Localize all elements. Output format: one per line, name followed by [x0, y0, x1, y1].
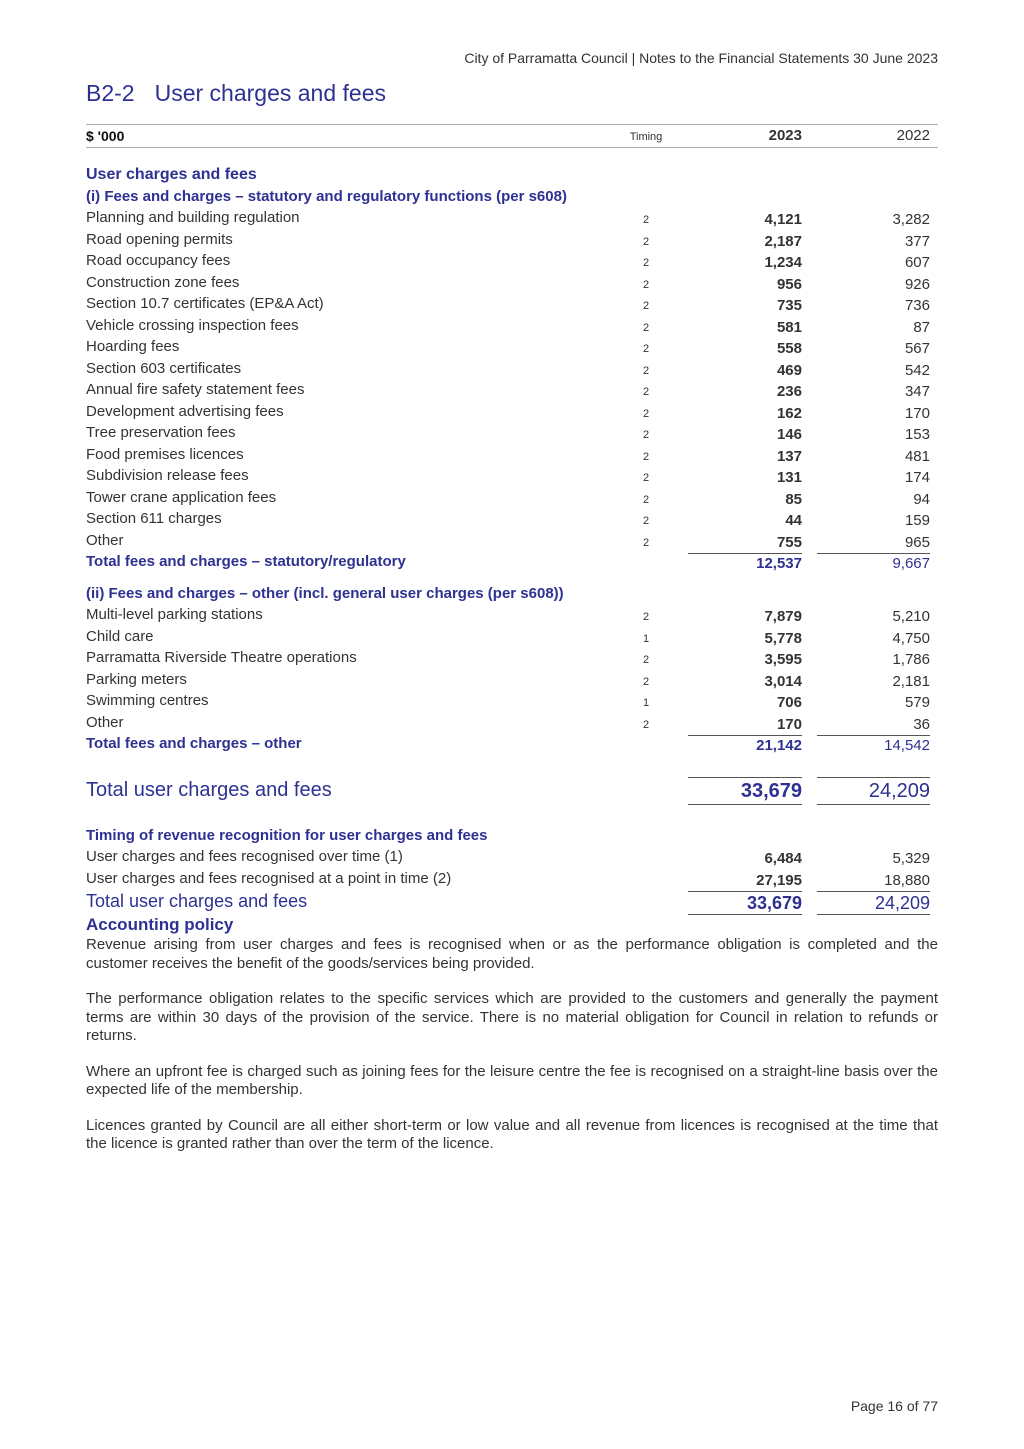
row-timing: 2 [642, 675, 650, 688]
row-timing: 2 [642, 278, 650, 291]
table-row [86, 401, 938, 423]
year-2022-column-header: 2022 [896, 127, 930, 144]
row-value-2022: 736 [904, 297, 930, 314]
table-row [86, 647, 938, 669]
row-timing: 2 [642, 257, 650, 269]
row-label: Section 10.7 certificates (EP&A Act) [86, 295, 324, 312]
row-label: Planning and building regulation [86, 209, 300, 226]
timing-total-2022: 24,209 [817, 891, 930, 915]
statutory-total-label: Total fees and charges – statutory/regulatory [86, 553, 406, 570]
timing-column-header: Timing [629, 131, 663, 143]
row-timing: 2 [642, 235, 650, 248]
section-title-text: User charges and fees [154, 80, 386, 106]
row-value-2023: 4,121 [764, 211, 802, 228]
table-row [86, 336, 938, 358]
row-timing: 2 [642, 300, 650, 312]
row-timing: 2 [642, 429, 650, 441]
row-timing: 1 [642, 697, 650, 709]
row-value-2023: 755 [776, 533, 802, 551]
row-timing: 2 [642, 654, 650, 666]
row-value-2022: 4,750 [892, 629, 930, 647]
row-value-2023: 85 [785, 490, 802, 508]
row-value-2023: 706 [776, 694, 802, 711]
other-total-2023: 21,142 [688, 735, 802, 756]
timing-heading: Timing of revenue recognition for user charges and fees [86, 826, 488, 844]
grand-total-label: Total user charges and fees [86, 778, 332, 801]
page-number: Page 16 of 77 [850, 1398, 938, 1414]
row-value-2023: 956 [776, 275, 802, 293]
row-value-2023: 236 [776, 383, 802, 400]
row-label: Development advertising fees [86, 402, 284, 420]
row-value-2022: 926 [904, 275, 930, 293]
row-label: Road opening permits [86, 230, 233, 248]
table-row [86, 604, 938, 626]
row-value-2023: 6,484 [764, 850, 802, 867]
row-value-2023: 3,014 [764, 672, 802, 690]
row-value-2022: 347 [904, 383, 930, 400]
row-value-2022: 965 [904, 533, 930, 551]
table-row [86, 626, 938, 648]
table-row [86, 293, 938, 315]
row-label: Construction zone fees [86, 273, 240, 291]
row-label: Road occupancy fees [86, 252, 231, 269]
row-timing: 2 [642, 407, 650, 420]
section-number: B2-2 [86, 80, 135, 106]
table-row [86, 444, 938, 466]
row-value-2022: 579 [904, 694, 930, 711]
row-label: Swimming centres [86, 692, 209, 709]
table-row [86, 315, 938, 337]
row-label: Section 603 certificates [86, 359, 242, 377]
row-value-2022: 36 [913, 715, 930, 733]
grand-total-row [86, 775, 938, 805]
other-heading: (ii) Fees and charges – other (incl. general user charges (per s608)) [86, 584, 564, 602]
table-row [86, 229, 938, 251]
document-header: City of Parramatta Council | Notes to the Financial Statements 30 June 2023 [464, 50, 938, 66]
policy-paragraph: The performance obligation relates to the specific services which are provided to the customers and generally the payment terms are within 30 days of the provision of the service. There is no material obligation for Council in relation to refunds or returns. [86, 990, 938, 1044]
row-label: Annual fire safety statement fees [86, 381, 305, 398]
other-total-label: Total fees and charges – other [86, 735, 302, 752]
row-value-2023: 5,778 [764, 629, 802, 647]
timing-total-label: Total user charges and fees [86, 891, 308, 911]
row-value-2022: 3,282 [892, 211, 930, 228]
table-row [86, 272, 938, 294]
row-label: Parramatta Riverside Theatre operations [86, 649, 357, 666]
group-title: User charges and fees [86, 166, 257, 183]
row-timing: 2 [642, 214, 650, 226]
accounting-policy [86, 914, 938, 1171]
statutory-heading-row [86, 186, 938, 208]
statutory-total-2022: 9,667 [817, 553, 930, 574]
row-value-2022: 5,329 [892, 850, 930, 867]
grand-total-2022: 24,209 [817, 777, 930, 805]
row-value-2022: 174 [904, 469, 930, 486]
timing-total-row [86, 889, 938, 915]
row-label: Tower crane application fees [86, 488, 277, 506]
row-timing: 2 [642, 611, 650, 623]
other-total-row [86, 733, 938, 755]
row-value-2022: 2,181 [892, 672, 930, 690]
row-label: Section 611 charges [86, 510, 222, 527]
grand-total-2023: 33,679 [688, 777, 802, 805]
row-timing: 1 [642, 632, 650, 645]
other-rows [86, 604, 938, 733]
row-value-2023: 735 [776, 297, 802, 314]
row-value-2023: 7,879 [764, 608, 802, 625]
statutory-rows [86, 207, 938, 551]
policy-paragraph: Revenue arising from user charges and fees is recognised when or as the performance obligation is completed and the customer receives the benefit of the goods/services being provided. [86, 936, 938, 972]
row-timing: 2 [642, 321, 650, 334]
row-label: Hoarding fees [86, 338, 180, 355]
row-label: Subdivision release fees [86, 467, 249, 484]
row-label: User charges and fees recognised over time (1) [86, 848, 403, 865]
row-label: Vehicle crossing inspection fees [86, 316, 299, 334]
table-row [86, 250, 938, 272]
other-heading-row [86, 583, 938, 605]
policy-paragraph: Licences granted by Council are all either short-term or low value and all revenue from licences is recognised at the time that the licence is granted rather than over the term of the licence. [86, 1116, 938, 1152]
table-row [86, 868, 938, 890]
table-row [86, 487, 938, 509]
year-2023-column-header: 2023 [768, 127, 802, 144]
row-value-2022: 542 [904, 361, 930, 379]
table-row [86, 379, 938, 401]
row-value-2023: 3,595 [764, 651, 802, 668]
row-value-2022: 159 [904, 512, 930, 529]
row-timing: 2 [642, 450, 650, 463]
row-value-2023: 146 [776, 426, 802, 443]
statutory-total-2023: 12,537 [688, 553, 802, 574]
timing-total-2023: 33,679 [688, 891, 802, 915]
row-timing: 2 [642, 718, 650, 731]
row-value-2022: 94 [913, 490, 930, 508]
accounting-policy-title: Accounting policy [86, 915, 234, 934]
row-value-2022: 87 [913, 318, 930, 336]
row-timing: 2 [642, 536, 650, 549]
row-value-2022: 18,880 [884, 871, 930, 889]
row-value-2022: 153 [904, 426, 930, 443]
group-title-row [86, 164, 938, 186]
row-value-2022: 377 [904, 232, 930, 250]
table-header-row [86, 124, 938, 148]
row-value-2022: 481 [904, 447, 930, 465]
row-label: Other [86, 713, 124, 731]
table-row [86, 669, 938, 691]
table-row [86, 530, 938, 552]
policy-paragraph: Where an upfront fee is charged such as joining fees for the leisure centre the fee is recognised on a straight-line basis over the expected life of the membership. [86, 1062, 938, 1098]
unit-label: $ '000 [86, 128, 125, 144]
table-row [86, 358, 938, 380]
row-timing: 2 [642, 472, 650, 484]
row-value-2023: 137 [776, 447, 802, 465]
row-timing: 2 [642, 386, 650, 398]
row-value-2023: 469 [776, 361, 802, 379]
row-timing: 2 [642, 493, 650, 506]
row-value-2023: 170 [776, 715, 802, 733]
row-value-2023: 558 [776, 340, 802, 357]
row-value-2023: 27,195 [756, 871, 802, 889]
statutory-total-row [86, 551, 938, 573]
row-value-2023: 131 [776, 469, 802, 486]
table-row [86, 508, 938, 530]
statutory-heading: (i) Fees and charges – statutory and regulatory functions (per s608) [86, 187, 567, 205]
row-value-2022: 5,210 [892, 608, 930, 625]
row-timing: 2 [642, 343, 650, 355]
row-value-2022: 607 [904, 254, 930, 271]
row-value-2022: 1,786 [892, 651, 930, 668]
table-row [86, 690, 938, 712]
row-label: Food premises licences [86, 445, 244, 463]
row-timing: 2 [642, 515, 650, 527]
table-row [86, 712, 938, 734]
table-row [86, 846, 938, 868]
row-value-2022: 170 [904, 404, 930, 422]
row-label: User charges and fees recognised at a point in time (2) [86, 869, 452, 887]
section-title [86, 80, 386, 107]
row-value-2023: 581 [776, 318, 802, 336]
other-total-2022: 14,542 [817, 735, 930, 756]
row-label: Tree preservation fees [86, 424, 236, 441]
row-label: Multi-level parking stations [86, 606, 263, 623]
row-value-2023: 44 [785, 512, 802, 529]
row-label: Parking meters [86, 670, 187, 688]
row-value-2022: 567 [904, 340, 930, 357]
row-label: Child care [86, 627, 154, 645]
timing-heading-row [86, 825, 938, 847]
user-charges-table [86, 124, 938, 915]
timing-rows [86, 846, 938, 889]
row-value-2023: 1,234 [764, 254, 802, 271]
row-value-2023: 2,187 [764, 232, 802, 250]
row-value-2023: 162 [776, 404, 802, 422]
table-row [86, 422, 938, 444]
table-row [86, 465, 938, 487]
row-timing: 2 [642, 364, 650, 377]
table-row [86, 207, 938, 229]
row-label: Other [86, 531, 124, 549]
